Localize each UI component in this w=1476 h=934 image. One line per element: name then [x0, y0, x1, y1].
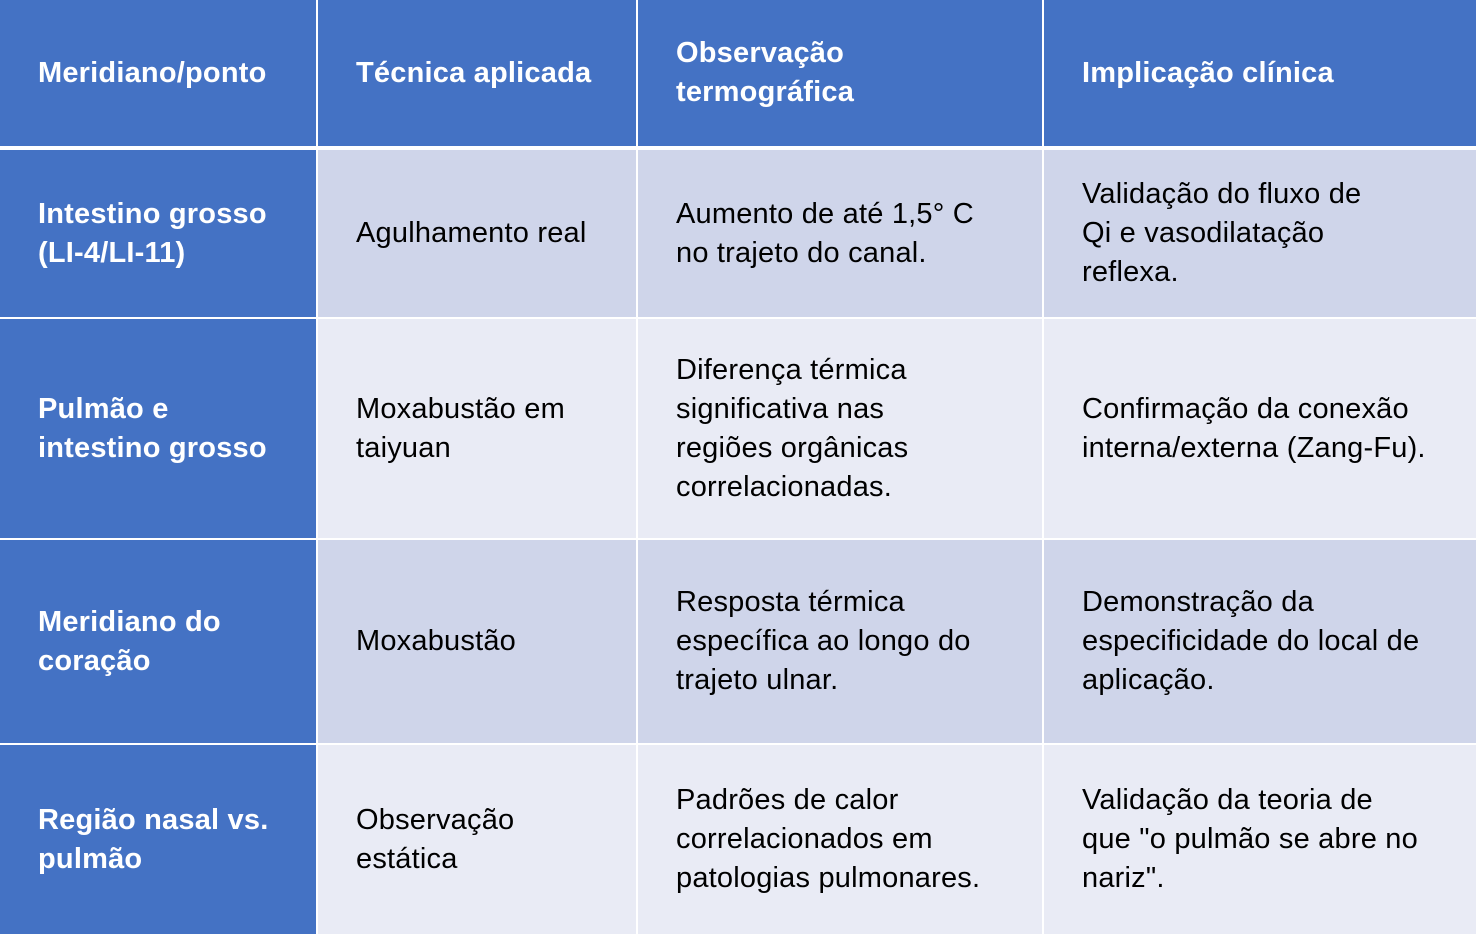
table-row-3-tecnica	[318, 540, 638, 745]
table-row-1-tecnica	[318, 150, 638, 319]
header-meridiano-label: Meridiano/ponto	[38, 56, 267, 89]
header-tecnica-label: Técnica aplicada	[356, 56, 592, 89]
table-row-2-meridiano	[0, 319, 318, 540]
row-2-meridiano-text: Pulmão e intestino grosso	[38, 392, 267, 464]
header-tecnica	[318, 0, 638, 150]
row-2-tecnica-text: Moxabustão em taiyuan	[356, 392, 565, 464]
table-row-1-meridiano	[0, 150, 318, 319]
table-row-1-implicacao	[1044, 150, 1476, 319]
table-row-3-meridiano	[0, 540, 318, 745]
table-row-3-observacao	[638, 540, 1044, 745]
table-row-2-observacao	[638, 319, 1044, 540]
table-row-1-observacao	[638, 150, 1044, 319]
row-1-tecnica-text: Agulhamento real	[356, 217, 587, 249]
row-4-observacao-text: Padrões de calor correlacionados em patologias pulmonares.	[676, 784, 981, 894]
row-4-tecnica-text: Observação estática	[356, 803, 515, 875]
row-1-meridiano-text: Intestino grosso (LI-4/LI-11)	[38, 197, 267, 269]
row-3-implicacao-text: Demonstração da especificidade do local de aplicação.	[1082, 586, 1420, 696]
header-implicacao-label: Implicação clínica	[1082, 56, 1334, 89]
row-2-observacao-text: Diferença térmica significativa nas regiões orgânicas correlacionadas.	[676, 353, 909, 503]
row-3-meridiano-text: Meridiano do coração	[38, 605, 221, 677]
table-row-3-implicacao	[1044, 540, 1476, 745]
row-4-meridiano-text: Região nasal vs. pulmão	[38, 803, 269, 875]
header-observacao	[638, 0, 1044, 150]
table-row-4-meridiano	[0, 745, 318, 934]
header-implicacao	[1044, 0, 1476, 150]
row-1-observacao-text: Aumento de até 1,5° C no trajeto do canal.	[676, 197, 974, 269]
row-3-observacao-text: Resposta térmica específica ao longo do trajeto ulnar.	[676, 586, 971, 696]
table-row-2-tecnica	[318, 319, 638, 540]
table-row-2-implicacao	[1044, 319, 1476, 540]
row-2-implicacao-text: Confirmação da conexão interna/externa (Zang-Fu).	[1082, 392, 1426, 464]
table-row-4-observacao	[638, 745, 1044, 934]
header-observacao-label: Observação termográfica	[676, 37, 855, 108]
table-row-4-tecnica	[318, 745, 638, 934]
row-4-implicacao-text: Validação da teoria de que "o pulmão se abre no nariz".	[1082, 784, 1418, 894]
row-3-tecnica-text: Moxabustão	[356, 625, 516, 657]
table-row-4-implicacao	[1044, 745, 1476, 934]
header-meridiano	[0, 0, 318, 150]
row-1-implicacao-text: Validação do fluxo de Qi e vasodilatação reflexa.	[1082, 178, 1362, 288]
